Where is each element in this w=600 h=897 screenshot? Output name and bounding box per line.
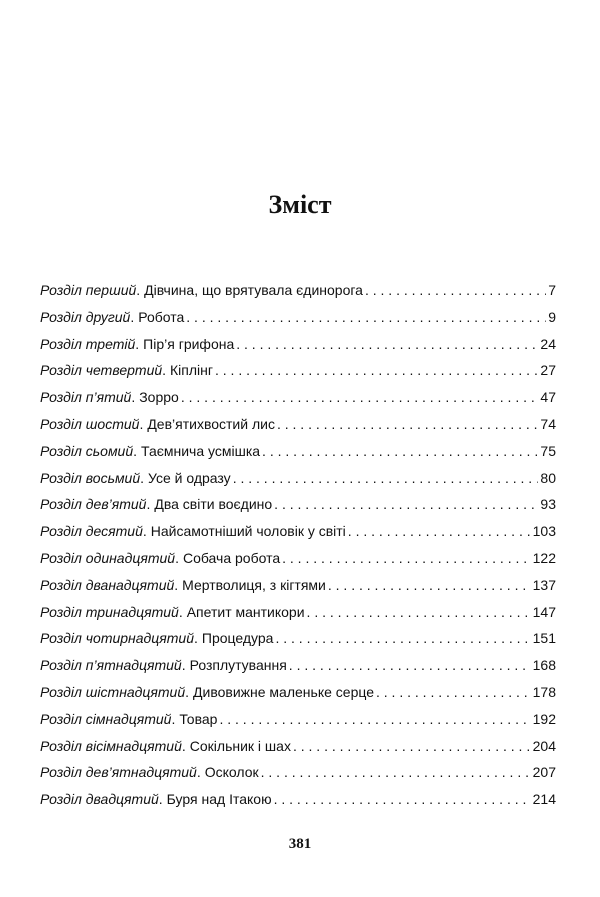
- dot-leader: [365, 282, 546, 298]
- page-number: 27: [540, 362, 556, 379]
- chapter-label: Розділ шістнадцятий: [40, 683, 186, 700]
- page-number: 93: [540, 496, 556, 513]
- toc-entry: Розділ шостий . Дев’ятихвостий лис . . . 74: [40, 416, 556, 443]
- dot-leader: [262, 443, 538, 459]
- chapter-label: Розділ п’ятнадцятий: [40, 657, 182, 674]
- chapter-title: Сокільник і шах: [189, 737, 291, 754]
- dot-leader: [376, 684, 531, 700]
- dot-leader: [236, 336, 538, 352]
- toc-entry: Розділ шістнадцятий . Дивовижне маленьке серце . . . 178: [40, 684, 556, 711]
- toc-entry: Розділ вісімнадцятий . Сокільник і шах . . . 204: [40, 738, 556, 765]
- toc-entry: Розділ одинадцятий . Собача робота . . . 122: [40, 550, 556, 577]
- chapter-label: Розділ дванадцятий: [40, 576, 175, 593]
- page-number: 207: [532, 764, 556, 781]
- toc-entry: Розділ сімнадцятий . Товар . . . 192: [40, 711, 556, 738]
- dot-leader: [282, 550, 531, 566]
- chapter-title: Пір’я грифона: [143, 335, 235, 352]
- page-number: 47: [540, 389, 556, 406]
- chapter-title: Робота: [138, 308, 185, 325]
- page-number: 103: [532, 523, 556, 540]
- chapter-label: Розділ десятий: [40, 523, 143, 540]
- page-number: 75: [540, 442, 556, 459]
- chapter-label: Розділ двадцятий: [40, 791, 159, 808]
- page-title: Зміст: [268, 190, 332, 219]
- toc-entry: Розділ п’ятнадцятий . Розплутування . . . 168: [40, 657, 556, 684]
- chapter-title: Дев’ятихвостий лис: [147, 415, 275, 432]
- dot-leader: [274, 496, 538, 512]
- chapter-title: Процедура: [201, 630, 274, 647]
- chapter-label: Розділ дев’ятнадцятий: [40, 764, 197, 781]
- page-number: 122: [532, 549, 556, 566]
- chapter-label: Розділ чотирнадцятий: [40, 630, 195, 647]
- page-number: 151: [532, 630, 556, 647]
- chapter-label: Розділ сьомий: [40, 442, 134, 459]
- dot-leader: [293, 738, 531, 754]
- chapter-label: Розділ сімнадцятий: [40, 710, 172, 727]
- toc-entry: Розділ сьомий . Таємнича усмішка . . . 75: [40, 443, 556, 470]
- page-number: 192: [532, 710, 556, 727]
- chapter-label: Розділ тринадцятий: [40, 603, 179, 620]
- chapter-label: Розділ третій: [40, 335, 136, 352]
- chapter-label: Розділ дев’ятий: [40, 496, 147, 513]
- folio-page-number: 381: [288, 836, 312, 852]
- toc-entry: Розділ двадцятий . Буря над Ітакою . . . 214: [40, 791, 556, 818]
- chapter-label: Розділ шостий: [40, 415, 140, 432]
- page-number: 80: [540, 469, 556, 486]
- page-number: 214: [532, 791, 556, 808]
- dot-leader: [275, 630, 530, 646]
- chapter-label: Розділ четвертий: [40, 362, 163, 379]
- dot-leader: [289, 657, 531, 673]
- dot-leader: [215, 362, 538, 378]
- chapter-label: Розділ одинадцятий: [40, 549, 176, 566]
- page-number: 74: [540, 415, 556, 432]
- chapter-title: Апетит мантикори: [186, 603, 305, 620]
- toc-entry: Розділ дев’ятий . Два світи воєдино . . . 93: [40, 496, 556, 523]
- chapter-title: Два світи воєдино: [154, 496, 273, 513]
- dot-leader: [219, 711, 530, 727]
- table-of-contents: [40, 282, 556, 818]
- chapter-title: Найсамотніший чоловік у світі: [150, 523, 346, 540]
- chapter-title: Товар: [179, 710, 218, 727]
- page-number: 24: [540, 335, 556, 352]
- toc-entry: Розділ тринадцятий . Апетит мантикори . . . 147: [40, 604, 556, 631]
- dot-leader: [261, 764, 531, 780]
- toc-entry: Розділ п’ятий . Зорро . . . 47: [40, 389, 556, 416]
- chapter-title: Дивовижне маленьке серце: [193, 683, 374, 700]
- dot-leader: [274, 791, 531, 807]
- chapter-title: Осколок: [204, 764, 259, 781]
- page-number: 204: [532, 737, 556, 754]
- toc-entry: Розділ третій . Пір’я грифона . . . 24: [40, 336, 556, 363]
- page-number: 168: [532, 657, 556, 674]
- dot-leader: [181, 389, 539, 405]
- chapter-title: Таємнича усмішка: [141, 442, 261, 459]
- toc-entry: Розділ десятий . Найсамотніший чоловік у світі . . . 103: [40, 523, 556, 550]
- chapter-label: Розділ восьмий: [40, 469, 141, 486]
- dot-leader: [186, 309, 546, 325]
- toc-entry: Розділ четвертий . Кіплінг . . . 27: [40, 362, 556, 389]
- chapter-title: Буря над Ітакою: [166, 791, 272, 808]
- page-number: 147: [532, 603, 556, 620]
- dot-leader: [348, 523, 531, 539]
- page-number: 137: [532, 576, 556, 593]
- dot-leader: [233, 470, 539, 486]
- chapter-title: Зорро: [139, 389, 179, 406]
- toc-entry: Розділ другий . Робота . . . 9: [40, 309, 556, 336]
- chapter-title: Розплутування: [189, 657, 287, 674]
- chapter-title: Мертволиця, з кігтями: [182, 576, 326, 593]
- dot-leader: [277, 416, 538, 432]
- toc-entry: Розділ восьмий . Усе й одразу . . . 80: [40, 470, 556, 497]
- toc-entry: Розділ дев’ятнадцятий . Осколок . . . 207: [40, 764, 556, 791]
- chapter-title: Кіплінг: [170, 362, 213, 379]
- chapter-label: Розділ п’ятий: [40, 389, 132, 406]
- page-number: 178: [532, 683, 556, 700]
- toc-entry: Розділ дванадцятий . Мертволиця, з кігтями . . . 137: [40, 577, 556, 604]
- page-number: 9: [548, 308, 556, 325]
- chapter-title: Собача робота: [182, 549, 281, 566]
- chapter-label: Розділ другий: [40, 308, 131, 325]
- dot-leader: [307, 604, 531, 620]
- chapter-label: Розділ вісімнадцятий: [40, 737, 182, 754]
- chapter-title: Дівчина, що врятувала єдинорога: [144, 282, 363, 298]
- dot-leader: [328, 577, 531, 593]
- page-number: 7: [548, 282, 556, 298]
- chapter-title: Усе й одразу: [148, 469, 231, 486]
- toc-entry: Розділ перший . Дівчина, що врятувала єдинорога . . . 7: [40, 282, 556, 309]
- toc-entry: Розділ чотирнадцятий . Процедура . . . 151: [40, 630, 556, 657]
- chapter-label: Розділ перший: [40, 282, 137, 298]
